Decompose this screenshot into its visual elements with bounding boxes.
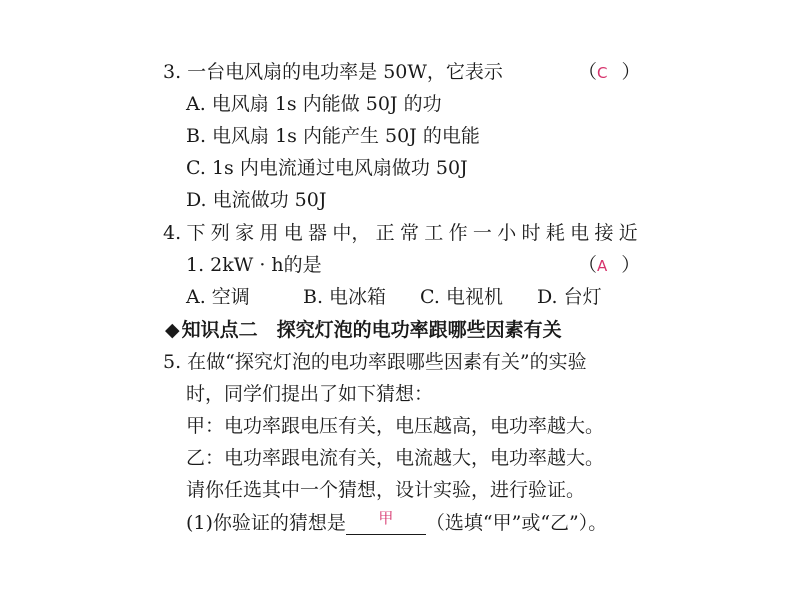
q4-stem-char: 工	[424, 222, 444, 244]
q4-stem-char: 接	[594, 222, 614, 244]
q4-option-a: A. 空调	[186, 286, 250, 308]
section-heading	[165, 318, 562, 342]
diamond-icon: ◆	[165, 319, 180, 341]
q5-line6-prefix: (1)你验证的猜想是	[186, 512, 346, 534]
q5-line2: 时，同学们提出了如下猜想：	[186, 383, 434, 405]
q4-stem-char: 耗	[545, 222, 565, 244]
q4-stem-char: 4.	[163, 222, 182, 244]
q4-stem-char: 用	[259, 222, 279, 244]
q3-stem: 3. 一台电风扇的电功率是 50W，它表示	[163, 61, 503, 83]
q5-line3: 甲：电功率跟电压有关，电压越高，电功率越大。	[186, 415, 605, 437]
q5-line5: 请你任选其中一个猜想，设计实验，进行验证。	[186, 479, 586, 501]
q4-stem-line2: 1. 2kW · h的是	[186, 254, 322, 276]
q4-stem-char: 正	[375, 222, 395, 244]
q5-line6-suffix: （选填“甲”或“乙”）。	[425, 512, 608, 534]
q3-answer-bracket	[578, 60, 641, 85]
q4-stem-char: 电	[570, 222, 590, 244]
q4-answer-bracket	[578, 253, 640, 278]
q4-stem-char: 家	[235, 222, 255, 244]
q4-stem-char: 列	[210, 222, 230, 244]
q4-stem-char: 器	[308, 222, 328, 244]
q4-stem-char: 中，	[332, 222, 371, 244]
q5-line4: 乙：电功率跟电流有关，电流越大，电功率越大。	[186, 447, 605, 469]
q4-stem-char: 时	[521, 222, 541, 244]
q4-answer: A	[597, 257, 608, 275]
q4-bracket-close: ）	[621, 254, 641, 276]
q4-option-c: C. 电视机	[420, 286, 503, 308]
q4-stem-char: 下	[186, 222, 206, 244]
q4-stem-char: 小	[497, 222, 517, 244]
q3-option-b: B. 电风扇 1s 内能产生 50J 的电能	[186, 125, 480, 147]
q5-answer: 甲	[378, 509, 394, 527]
q4-stem-char: 一	[472, 222, 492, 244]
q5-line6	[186, 511, 607, 535]
q3-option-d: D. 电流做功 50J	[186, 189, 327, 211]
q4-bracket-open: （	[578, 254, 598, 276]
q4-options	[186, 285, 602, 309]
q3-option-a: A. 电风扇 1s 内能做 50J 的功	[186, 93, 442, 115]
q4-option-d: D. 台灯	[537, 286, 602, 308]
q3-bracket-open: （	[578, 61, 598, 83]
answer-blank[interactable]	[346, 509, 426, 535]
q4-stem-char: 电	[283, 222, 303, 244]
q4-stem	[163, 221, 638, 245]
q5-line1: 5. 在做“探究灯泡的电功率跟哪些因素有关”的实验	[163, 351, 587, 373]
q4-stem-char: 常	[399, 222, 419, 244]
q4-option-b: B. 电冰箱	[303, 286, 387, 308]
q3-bracket-close: ）	[621, 61, 641, 83]
q3-option-c: C. 1s 内电流通过电风扇做功 50J	[186, 157, 468, 179]
q4-stem-char: 近	[618, 222, 638, 244]
section-title: 知识点二 探究灯泡的电功率跟哪些因素有关	[181, 319, 562, 341]
q3-answer: C	[597, 64, 608, 82]
q4-stem-char: 作	[448, 222, 468, 244]
